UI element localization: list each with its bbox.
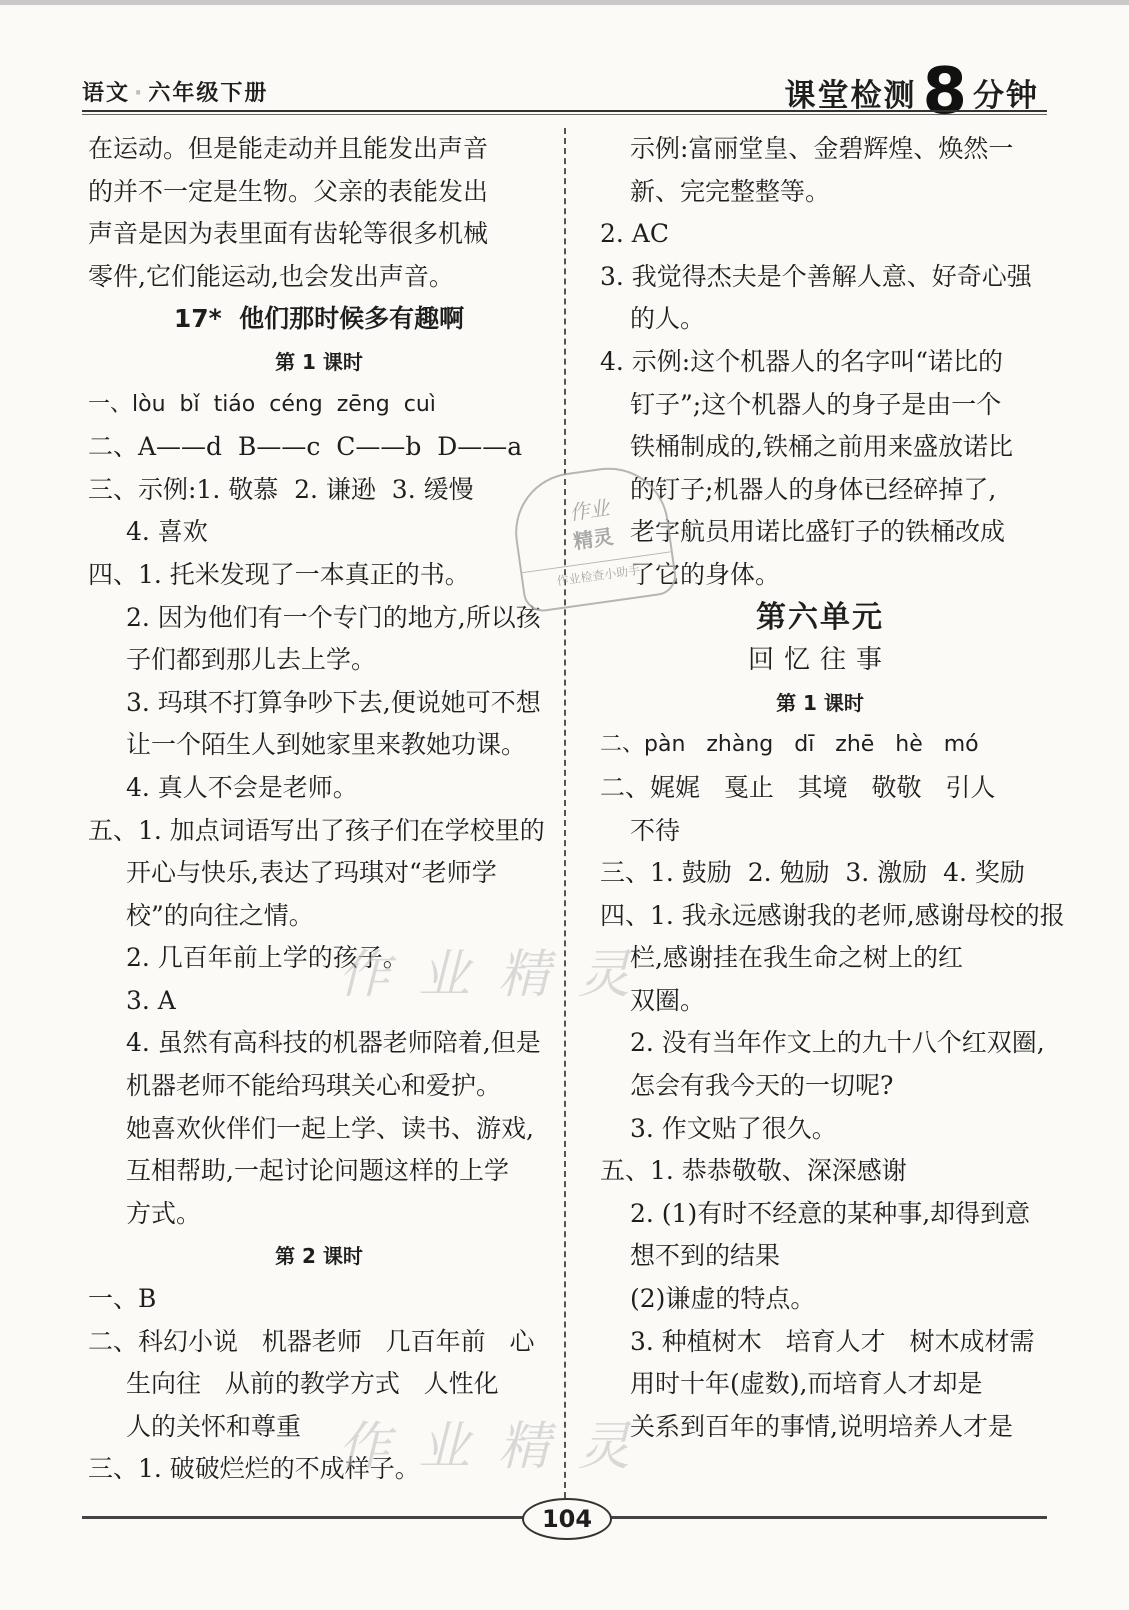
answer-line: 3. A <box>126 985 176 1015</box>
watermark: 作业精灵 <box>338 1417 659 1477</box>
answer-line: 校”的向往之情。 <box>126 900 314 930</box>
header-separator: · <box>134 81 145 106</box>
answer-line: 怎会有我今天的一切呢? <box>630 1071 894 1101</box>
stamp-line-1: 作业 <box>567 495 611 525</box>
answer-line: 人的关怀和尊重 <box>126 1411 302 1441</box>
answer-line: 声音是因为表里面有齿轮等很多机械 <box>88 219 489 249</box>
answer-line: 四、1. 我永远感谢我的老师,感谢母校的报 <box>600 900 1065 930</box>
lesson-period-heading: 第 2 课时 <box>275 1244 363 1269</box>
answer-line: 的人。 <box>630 304 706 334</box>
left-column <box>88 128 550 1491</box>
answer-line: 的并不一定是生物。父亲的表能发出 <box>88 176 489 206</box>
answer-line: 4. 虽然有高科技的机器老师陪着,但是 <box>126 1028 541 1058</box>
answer-line: 三、1. 鼓励 2. 勉励 3. 激励 4. 奖励 <box>600 858 1025 888</box>
answer-line: 想不到的结果 <box>630 1241 781 1271</box>
answer-line: 4. 真人不会是老师。 <box>126 772 358 802</box>
answer-line: 四、1. 托米发现了一本真正的书。 <box>88 559 470 589</box>
series-number: 8 <box>922 55 967 129</box>
answer-line: 新、完完整整等。 <box>630 176 831 206</box>
column-divider <box>564 128 566 1508</box>
answer-line: 2. 几百年前上学的孩子。 <box>126 943 408 973</box>
grade: 六年级下册 <box>148 81 269 106</box>
answer-line: 零件,它们能运动,也会发出声音。 <box>88 261 454 291</box>
answer-line: 方式。 <box>126 1198 202 1228</box>
answer-line: 3. 作文贴了很久。 <box>630 1113 837 1143</box>
answer-line: 二、pàn zhàng dī zhē hè mó <box>600 732 979 758</box>
answer-line: 生向往 从前的教学方式 人性化 <box>126 1369 499 1399</box>
page-number: 104 <box>522 1498 612 1540</box>
answer-line: 4. 喜欢 <box>126 517 208 547</box>
unit-subtitle: 回忆往事 <box>747 645 892 676</box>
answer-line: 五、1. 加点词语写出了孩子们在学校里的 <box>88 815 545 845</box>
series-title-post: 分钟 <box>973 77 1039 114</box>
lesson-period-heading: 第 1 课时 <box>776 690 864 715</box>
answer-line: 一、B <box>88 1284 157 1314</box>
answer-line: 三、1. 破破烂烂的不成样子。 <box>88 1454 420 1484</box>
answer-line: 的钉子;机器人的身体已经碎掉了, <box>630 474 997 504</box>
answer-line: 4. 示例:这个机器人的名字叫“诺比的 <box>600 346 1004 376</box>
answer-line: 2. (1)有时不经意的某种事,却得到意 <box>630 1198 1031 1228</box>
answer-line: (2)谦虚的特点。 <box>630 1284 816 1314</box>
series-title-pre: 课堂检测 <box>784 77 917 114</box>
answer-line: 互相帮助,一起讨论问题这样的上学 <box>126 1156 509 1186</box>
answer-line: 2. AC <box>600 219 669 249</box>
stamp-line-3: 作业检查小助手 <box>522 551 674 594</box>
answer-line: 示例:富丽堂皇、金碧辉煌、焕然一 <box>630 134 1014 163</box>
answer-line: 不待 <box>630 815 681 845</box>
answer-line: 五、1. 恭恭敬敬、深深感谢 <box>600 1156 907 1186</box>
answer-line: 一、lòu bǐ tiáo céng zēng cuì <box>88 391 436 417</box>
lesson-title: 17* 他们那时候多有趣啊 <box>173 304 465 334</box>
answer-line: 二、科幻小说 机器老师 几百年前 心 <box>88 1326 535 1356</box>
answer-line: 子们都到那儿去上学。 <box>126 645 377 675</box>
answer-line: 二、娓娓 戛止 其境 敬敬 引人 <box>600 772 996 802</box>
answer-line: 2. 没有当年作文上的九十八个红双圈, <box>630 1028 1045 1058</box>
answer-line: 钉子”;这个机器人的身子是由一个 <box>630 389 1002 419</box>
answer-line: 开心与快乐,表达了玛琪对“老师学 <box>126 858 497 888</box>
answer-line: 了它的身体。 <box>630 559 781 589</box>
header-left <box>82 76 268 107</box>
answer-line: 用时十年(虚数),而培育人才却是 <box>630 1369 983 1399</box>
answer-line: 关系到百年的事情,说明培养人才是 <box>630 1411 1013 1441</box>
answer-line: 在运动。但是能走动并且能发出声音 <box>88 134 489 163</box>
answer-line: 机器老师不能给玛琪关心和爱护。 <box>126 1071 502 1101</box>
answer-line: 三、示例:1. 敬慕 2. 谦逊 3. 缓慢 <box>88 474 474 504</box>
stamp-line-2: 精灵 <box>571 524 615 554</box>
answer-line: 3. 种植树木 培育人才 树木成材需 <box>630 1326 1035 1356</box>
answer-line: 她喜欢伙伴们一起上学、读书、游戏, <box>126 1113 534 1143</box>
answer-line: 二、A——d B——c C——b D——a <box>88 432 523 462</box>
top-edge <box>0 0 1129 5</box>
unit-title: 第六单元 <box>756 599 884 635</box>
right-column <box>600 128 1065 1448</box>
series-title <box>784 55 1039 129</box>
answer-line: 2. 因为他们有一个专门的地方,所以孩 <box>126 602 541 632</box>
answer-line: 栏,感谢挂在我生命之树上的红 <box>630 943 963 973</box>
answer-line: 让一个陌生人到她家里来教她功课。 <box>126 730 527 760</box>
answer-line: 老字航员用诺比盛钉子的铁桶改成 <box>630 517 1006 547</box>
watermark: 作业精灵 <box>338 945 659 1005</box>
answer-line: 铁桶制成的,铁桶之前用来盛放诺比 <box>630 432 1013 462</box>
answer-line: 双圈。 <box>630 985 706 1015</box>
header-rule-thin <box>82 114 1047 115</box>
subject: 语文 <box>82 81 131 106</box>
answer-line: 3. 我觉得杰夫是个善解人意、好奇心强 <box>600 261 1032 291</box>
answer-line: 3. 玛琪不打算争吵下去,便说她可不想 <box>126 687 541 717</box>
lesson-period-heading: 第 1 课时 <box>275 349 363 374</box>
header-rule <box>82 110 1047 112</box>
